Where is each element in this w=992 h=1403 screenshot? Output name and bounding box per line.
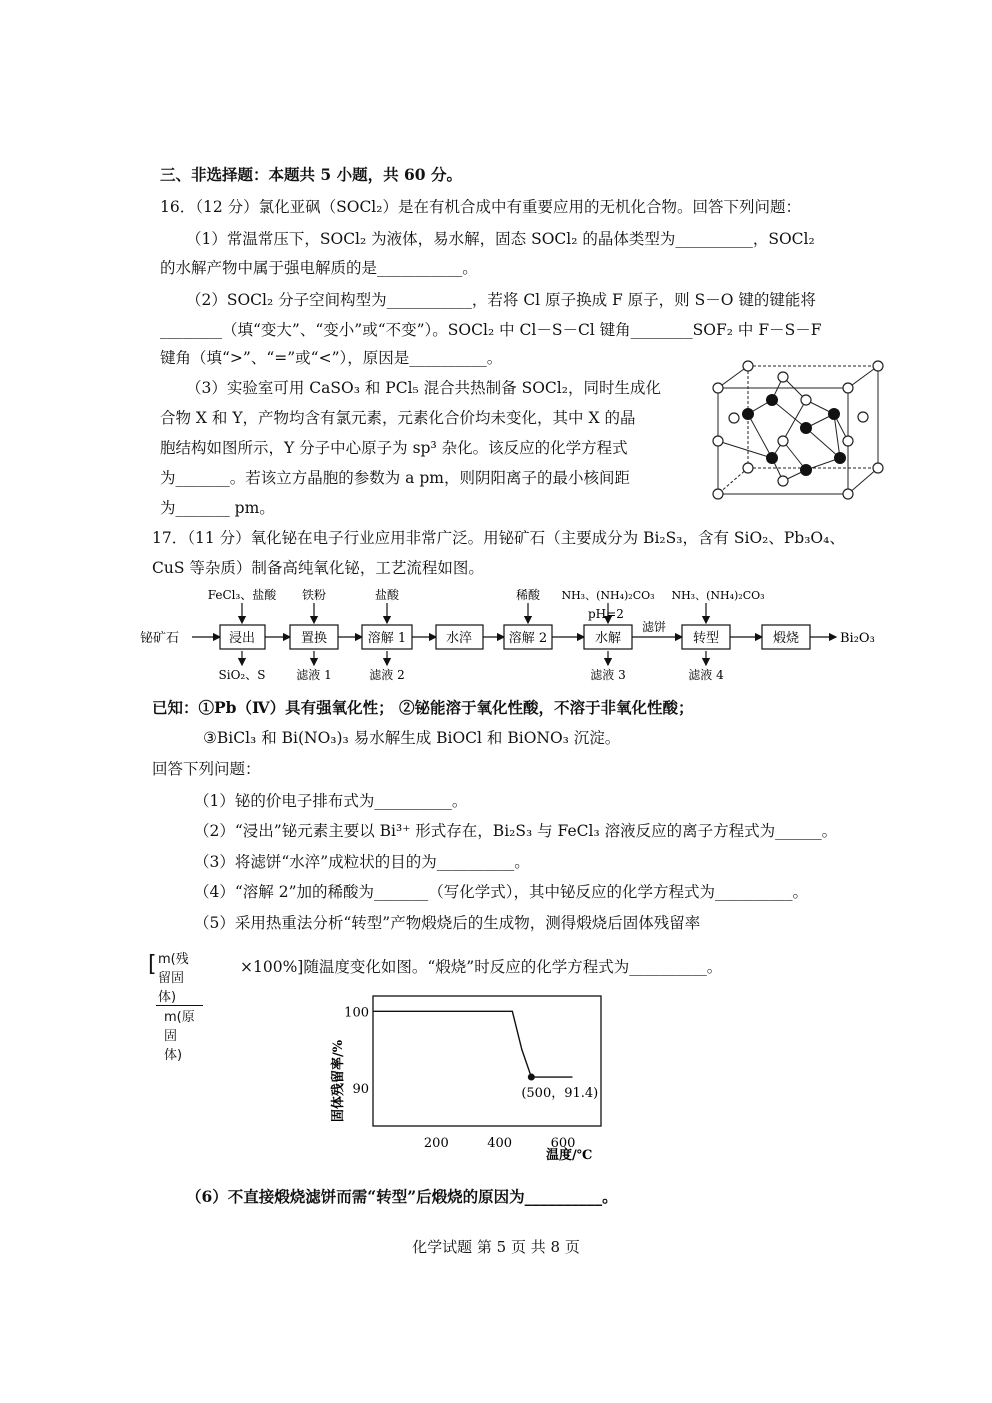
plot-frame <box>373 996 601 1126</box>
q17-title: 17．（11 分）氧化铋在电子行业应用非常广泛。用铋矿石（主要成分为 Bi₂S₃，含有 SiO₂、Pb₃O₄、 <box>152 529 845 547</box>
frac-denominator: m(原固体) <box>164 1010 195 1063</box>
flow-ph: pH=2 <box>588 607 624 621</box>
flow-filter-cake: 滤饼 <box>642 620 667 634</box>
q16-title: 16．（12 分）氯化亚砜（SOCl₂）是在有机合成中有重要应用的无机化合物。回答下列问题： <box>160 198 801 216</box>
known-1: 已知：①Pb（Ⅳ）具有强氧化性； ②铋能溶于氧化性酸，不溶于非氧化性酸； <box>152 698 694 717</box>
flow-output: 滤液 2 <box>369 668 405 682</box>
q16-p3b: 合物 X 和 Y，产物均含有氯元素，元素化合价均未变化，其中 X 的晶 <box>160 409 636 427</box>
q17-s1: （1）铋的价电子排布式为__________。 <box>194 792 468 810</box>
q17-s2: （2）“浸出”铋元素主要以 Bi³⁺ 形式存在，Bi₂S₃ 与 FeCl₃ 溶液反应的离子方程式为______。 <box>194 822 838 840</box>
frac-numerator: m(残留固体) <box>156 948 203 1006</box>
crystal-cell-figure <box>708 358 888 506</box>
flow-output: SiO₂、S <box>218 668 266 682</box>
flow-output: 滤液 4 <box>688 668 724 682</box>
q17-s3: （3）将滤饼“水淬”成粒状的目的为__________。 <box>194 853 530 871</box>
y-tick-label: 90 <box>352 1081 369 1097</box>
q16-p3e: 为_______ pm。 <box>160 499 275 517</box>
x-tick-label: 600 <box>550 1136 576 1151</box>
flow-output: 滤液 1 <box>296 668 332 682</box>
q16-p2a: （2）SOCl₂ 分子空间构型为___________，若将 Cl 原子换成 F 原子，则 S－O 键的键能将 <box>186 291 816 309</box>
data-point-marker <box>528 1074 535 1081</box>
known-2: ③BiCl₃ 和 Bi(NO₃)₃ 易水解生成 BiOCl 和 BiONO₃ 沉淀。 <box>203 729 621 747</box>
flow-input: 铁粉 <box>301 588 327 602</box>
flow-input: FeCl₃、盐酸 <box>207 588 277 602</box>
flow-output: 滤液 3 <box>590 668 626 682</box>
flow-step: 煅烧 <box>772 631 800 646</box>
q16-p2c: 键角（填“>”、“=”或“<”），原因是__________。 <box>160 349 503 367</box>
flow-step: 溶解 2 <box>508 631 548 646</box>
tga-chart <box>318 990 618 1170</box>
flow-start: 铋矿石 <box>140 631 180 646</box>
flow-step: 水淬 <box>445 631 473 646</box>
flow-input: NH₃、(NH₄)₂CO₃ <box>561 589 655 602</box>
q16-p1a: （1）常温常压下，SOCl₂ 为液体，易水解，固态 SOCl₂ 的晶体类型为__________，SOCl₂ <box>186 230 815 248</box>
y-tick-label: 100 <box>344 1005 369 1021</box>
q16-p1b: 的水解产物中属于强电解质的是___________。 <box>160 259 478 277</box>
q16-p2b: ________（填“变大”、“变小”或“不变”）。SOCl₂ 中 Cl－S－Cl 键角________SOF₂ 中 F－S－F <box>160 321 822 339</box>
section-header: 三、非选择题：本题共 5 小题，共 60 分。 <box>160 165 462 184</box>
q17-s5b: ×100%]随温度变化如图。“煅烧”时反应的化学方程式为__________。 <box>240 958 723 976</box>
flow-step: 置换 <box>300 631 328 646</box>
flow-end: Bi₂O₃ <box>840 631 875 646</box>
q17-s6: （6）不直接煅烧滤饼而需“转型”后煅烧的原因为__________。 <box>186 1187 618 1206</box>
answer-prompt: 回答下列问题： <box>152 760 261 778</box>
q16-p3d: 为_______。若该立方晶胞的参数为 a pm，则阴阳离子的最小核间距 <box>160 469 630 487</box>
page-footer: 化学试题 第 5 页 共 8 页 <box>412 1238 580 1256</box>
q17-s5: （5）采用热重法分析“转型”产物煅烧后的生成物，测得煅烧后固体残留率 <box>194 914 701 932</box>
flow-step: 溶解 1 <box>367 631 407 646</box>
flow-input: 盐酸 <box>374 588 400 602</box>
x-tick-label: 400 <box>487 1136 513 1151</box>
flow-input: 稀酸 <box>515 588 541 602</box>
x-tick-label: 200 <box>423 1136 449 1151</box>
q16-p3c: 胞结构如图所示，Y 分子中心原子为 sp³ 杂化。该反应的化学方程式 <box>160 439 628 457</box>
flow-step: 水解 <box>594 631 622 646</box>
q17-title-cont: CuS 等杂质）制备高纯氧化铋，工艺流程如图。 <box>152 559 484 577</box>
x-axis-label: 温度/℃ <box>546 1148 593 1163</box>
y-axis-label: 固体残留率/% <box>331 1039 346 1122</box>
point-annotation: (500，91.4) <box>521 1086 599 1102</box>
process-flow-diagram <box>140 585 900 685</box>
tga-series-line <box>373 1011 573 1077</box>
q17-s4: （4）“溶解 2”加的稀酸为_______（写化学式），其中铋反应的化学方程式为__________。 <box>194 883 809 901</box>
flow-step: 转型 <box>692 631 720 646</box>
flow-input: NH₃、(NH₄)₂CO₃ <box>671 589 765 602</box>
flow-step: 浸出 <box>228 631 256 646</box>
q16-p3a: （3）实验室可用 CaSO₃ 和 PCl₅ 混合共热制备 SOCl₂，同时生成化 <box>186 379 661 397</box>
